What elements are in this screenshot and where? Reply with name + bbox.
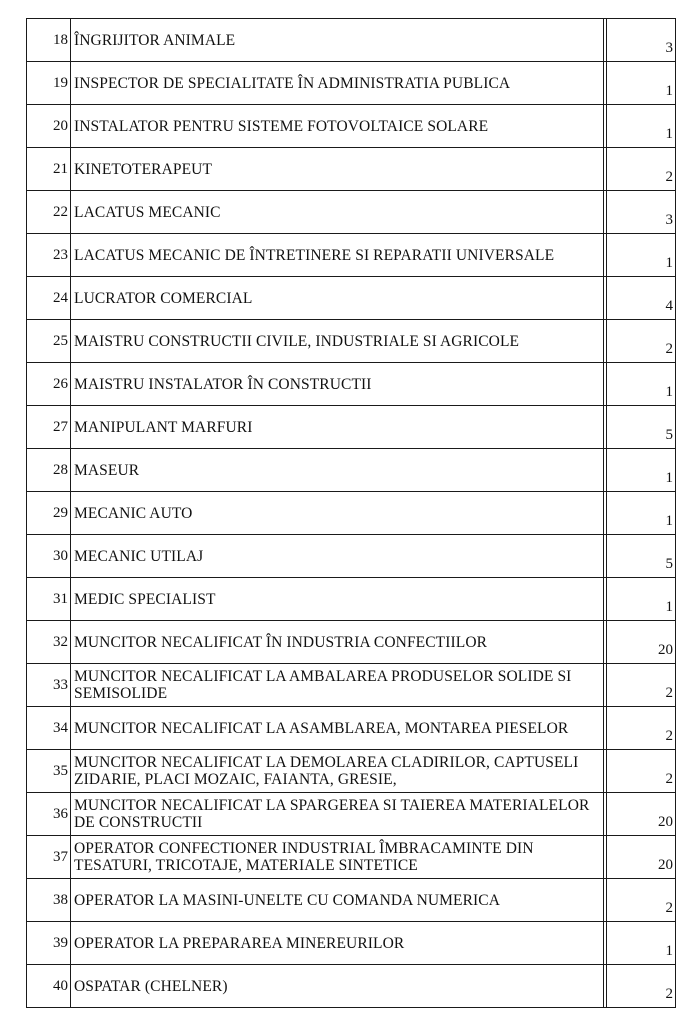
row-number: 20 [27, 105, 71, 148]
table-row [27, 105, 676, 148]
occupation-name: MUNCITOR NECALIFICAT ÎN INDUSTRIA CONFECTIILOR [71, 621, 604, 664]
occupation-name: MASEUR [71, 449, 604, 492]
row-number: 39 [27, 922, 71, 965]
vacancy-count: 2 [607, 965, 676, 1008]
occupation-name: MAISTRU INSTALATOR ÎN CONSTRUCTII [71, 363, 604, 406]
row-number: 32 [27, 621, 71, 664]
table-row [27, 449, 676, 492]
occupation-name: OPERATOR CONFECTIONER INDUSTRIAL ÎMBRACAMINTE DIN TESATURI, TRICOTAJE, MATERIALE SINTETICE [71, 836, 604, 879]
table-body [27, 19, 676, 1008]
occupation-name: KINETOTERAPEUT [71, 148, 604, 191]
occupation-name: LUCRATOR COMERCIAL [71, 277, 604, 320]
vacancy-count: 1 [607, 62, 676, 105]
occupation-name: MANIPULANT MARFURI [71, 406, 604, 449]
vacancy-count: 1 [607, 492, 676, 535]
row-number: 33 [27, 664, 71, 707]
row-number: 29 [27, 492, 71, 535]
row-number: 37 [27, 836, 71, 879]
row-number: 18 [27, 19, 71, 62]
row-number: 34 [27, 707, 71, 750]
occupation-name: MEDIC SPECIALIST [71, 578, 604, 621]
occupation-name: MUNCITOR NECALIFICAT LA SPARGEREA SI TAIEREA MATERIALELOR DE CONSTRUCTII [71, 793, 604, 836]
row-number: 31 [27, 578, 71, 621]
row-number: 35 [27, 750, 71, 793]
vacancy-count: 3 [607, 191, 676, 234]
vacancy-count: 2 [607, 664, 676, 707]
table-row [27, 234, 676, 277]
vacancy-count: 20 [607, 793, 676, 836]
table-row [27, 406, 676, 449]
occupation-name: INSTALATOR PENTRU SISTEME FOTOVOLTAICE SOLARE [71, 105, 604, 148]
vacancy-count: 3 [607, 19, 676, 62]
table-row [27, 363, 676, 406]
table-row [27, 793, 676, 836]
occupation-name: OPERATOR LA MASINI-UNELTE CU COMANDA NUMERICA [71, 879, 604, 922]
row-number: 25 [27, 320, 71, 363]
row-number: 36 [27, 793, 71, 836]
row-number: 22 [27, 191, 71, 234]
occupation-name: INSPECTOR DE SPECIALITATE ÎN ADMINISTRATIA PUBLICA [71, 62, 604, 105]
vacancy-count: 1 [607, 449, 676, 492]
occupation-name: MUNCITOR NECALIFICAT LA DEMOLAREA CLADIRILOR, CAPTUSELI ZIDARIE, PLACI MOZAIC, FAIANTA, GRESIE, [71, 750, 604, 793]
occupation-name: MECANIC UTILAJ [71, 535, 604, 578]
occupation-name: MECANIC AUTO [71, 492, 604, 535]
table-row [27, 19, 676, 62]
occupation-name: LACATUS MECANIC DE ÎNTRETINERE SI REPARATII UNIVERSALE [71, 234, 604, 277]
row-number: 19 [27, 62, 71, 105]
table-row [27, 750, 676, 793]
vacancy-count: 20 [607, 621, 676, 664]
row-number: 40 [27, 965, 71, 1008]
vacancy-count: 5 [607, 406, 676, 449]
table-row [27, 148, 676, 191]
row-number: 26 [27, 363, 71, 406]
vacancy-count: 5 [607, 535, 676, 578]
table-row [27, 965, 676, 1008]
vacancy-count: 2 [607, 879, 676, 922]
occupation-name: LACATUS MECANIC [71, 191, 604, 234]
table-row [27, 879, 676, 922]
vacancy-count: 2 [607, 320, 676, 363]
row-number: 24 [27, 277, 71, 320]
table-row [27, 191, 676, 234]
table-row [27, 277, 676, 320]
vacancy-count: 1 [607, 578, 676, 621]
row-number: 30 [27, 535, 71, 578]
vacancy-count: 1 [607, 234, 676, 277]
row-number: 27 [27, 406, 71, 449]
vacancy-count: 2 [607, 750, 676, 793]
job-vacancy-table [26, 18, 676, 1008]
vacancy-count: 4 [607, 277, 676, 320]
table-row [27, 578, 676, 621]
table-row [27, 664, 676, 707]
occupation-name: OSPATAR (CHELNER) [71, 965, 604, 1008]
row-number: 38 [27, 879, 71, 922]
occupation-name: MUNCITOR NECALIFICAT LA ASAMBLAREA, MONTAREA PIESELOR [71, 707, 604, 750]
row-number: 21 [27, 148, 71, 191]
occupation-name: MUNCITOR NECALIFICAT LA AMBALAREA PRODUSELOR SOLIDE SI SEMISOLIDE [71, 664, 604, 707]
row-number: 28 [27, 449, 71, 492]
table-row [27, 707, 676, 750]
table-row [27, 535, 676, 578]
table-row [27, 492, 676, 535]
table-row [27, 62, 676, 105]
row-number: 23 [27, 234, 71, 277]
vacancy-count: 1 [607, 922, 676, 965]
vacancy-count: 2 [607, 707, 676, 750]
table-row [27, 621, 676, 664]
vacancy-count: 1 [607, 105, 676, 148]
occupation-name: OPERATOR LA PREPARAREA MINEREURILOR [71, 922, 604, 965]
vacancy-count: 1 [607, 363, 676, 406]
table-row [27, 922, 676, 965]
table-row [27, 836, 676, 879]
table-row [27, 320, 676, 363]
occupation-name: MAISTRU CONSTRUCTII CIVILE, INDUSTRIALE SI AGRICOLE [71, 320, 604, 363]
vacancy-count: 20 [607, 836, 676, 879]
occupation-name: ÎNGRIJITOR ANIMALE [71, 19, 604, 62]
vacancy-count: 2 [607, 148, 676, 191]
